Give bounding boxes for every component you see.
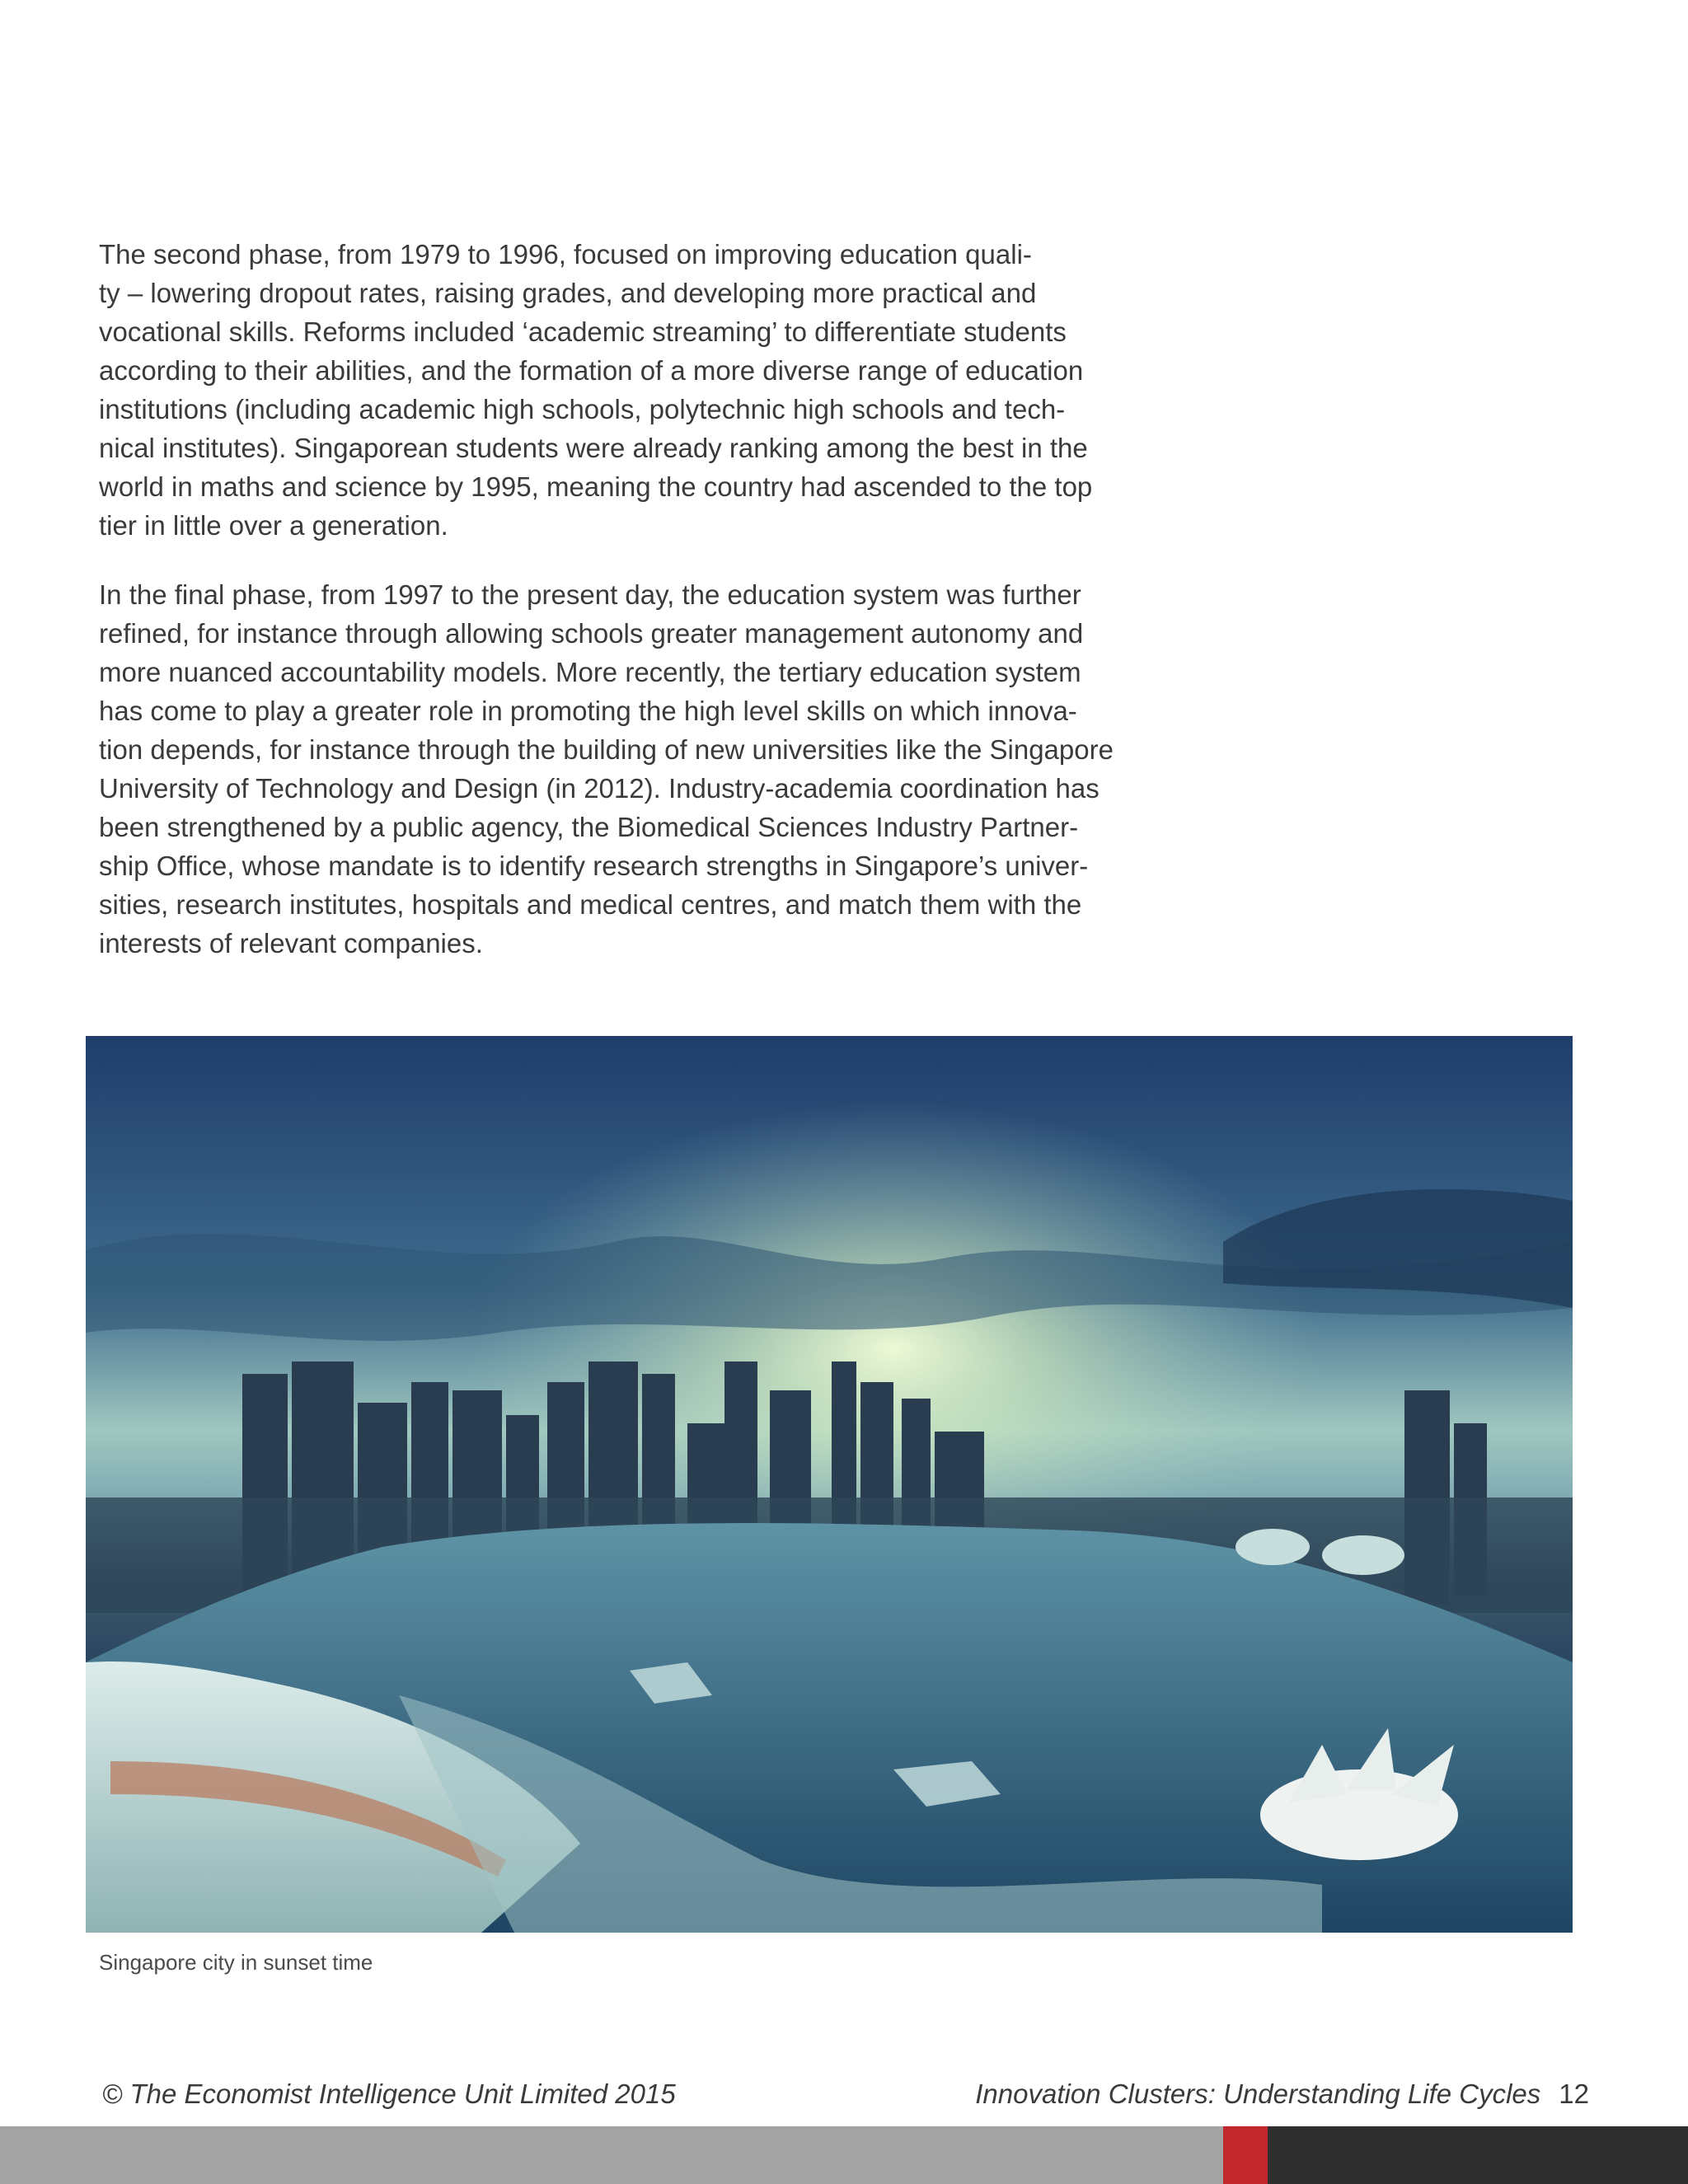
skyline-illustration — [86, 1036, 1573, 1933]
footer-bar-dark — [1268, 2126, 1688, 2184]
text-line: tier in little over a generation. — [99, 510, 448, 541]
text-line: nical institutes). Singaporean students were already ranking among the best in the — [99, 433, 1088, 463]
text-line: vocational skills. Reforms included ‘academic streaming’ to differentiate students — [99, 316, 1067, 347]
text-line: institutions (including academic high schools, polytechnic high schools and tech- — [99, 394, 1066, 424]
text-line: The second phase, from 1979 to 1996, focused on improving education quali- — [99, 239, 1032, 269]
text-line: according to their abilities, and the formation of a more diverse range of education — [99, 355, 1084, 386]
text-line: ship Office, whose mandate is to identify research strengths in Singapore’s univer- — [99, 851, 1089, 881]
paragraph-second-phase — [99, 235, 1253, 545]
footer-report-title: Innovation Clusters: Understanding Life Cycles — [975, 2079, 1541, 2109]
text-line: ty – lowering dropout rates, raising grades, and developing more practical and — [99, 278, 1037, 308]
text-line: University of Technology and Design (in 2012). Industry-academia coordination has — [99, 773, 1100, 804]
text-line: tion depends, for instance through the building of new universities like the Singapore — [99, 734, 1114, 765]
text-line: refined, for instance through allowing schools greater management autonomy and — [99, 618, 1084, 649]
text-line: world in maths and science by 1995, meaning the country had ascended to the top — [99, 471, 1093, 502]
footer-bar-red-accent — [1223, 2126, 1268, 2184]
text-line: been strengthened by a public agency, the Biomedical Sciences Industry Partner- — [99, 812, 1079, 842]
footer-copyright: © The Economist Intelligence Unit Limited 2015 — [102, 2079, 676, 2109]
page-number: 12 — [1559, 2079, 1589, 2109]
text-line: more nuanced accountability models. More recently, the tertiary education system — [99, 657, 1081, 687]
paragraph-final-phase — [99, 575, 1253, 963]
text-line: interests of relevant companies. — [99, 928, 483, 958]
text-line: sities, research institutes, hospitals and medical centres, and match them with the — [99, 889, 1082, 920]
figure-caption: Singapore city in sunset time — [99, 1950, 373, 1975]
singapore-skyline-photo — [86, 1036, 1573, 1933]
footer-bar-grey — [0, 2126, 1223, 2184]
text-line: In the final phase, from 1997 to the present day, the education system was further — [99, 579, 1081, 610]
footer-title-block — [975, 2079, 1589, 2110]
text-line: has come to play a greater role in promoting the high level skills on which innova- — [99, 696, 1077, 726]
